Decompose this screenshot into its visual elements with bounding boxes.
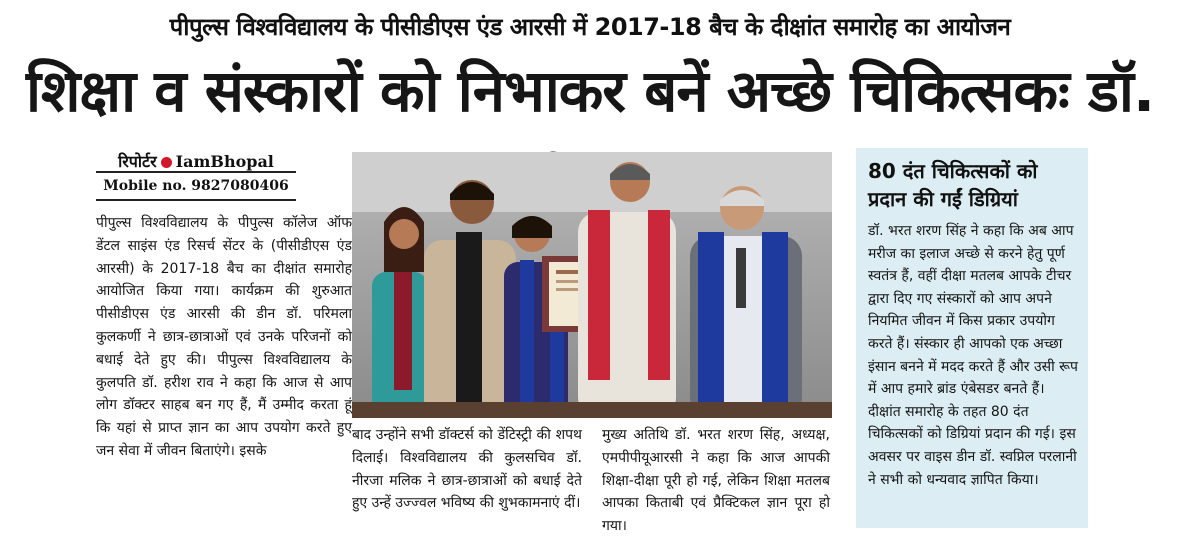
article-column-2: बाद उन्होंने सभी डॉक्टर्स को डेंटिस्ट्री की शपथ दिलाई। विश्वविद्यालय की कुलसचिव डॉ. नीरजा मलिक ने छात्र-छात्राओं को बधाई देते हुए उन्हें उज्ज्वल भविष्य की शुभकामनाएं दीं। bbox=[352, 427, 582, 512]
byline bbox=[96, 150, 296, 172]
main-headline: शिक्षा व संस्कारों को निभाकर बनें अच्छे चिकित्सकः डॉ. bbox=[26, 57, 1154, 125]
kicker-headline: पीपुल्स विश्वविद्यालय के पीसीडीएस एंड आरसी में 2017-18 बैच के दीक्षांत समारोह का आयोजन bbox=[169, 13, 1011, 41]
mobile-divider bbox=[96, 199, 296, 201]
convocation-photo bbox=[352, 152, 832, 418]
byline-label: रिपोर्टर bbox=[118, 152, 157, 171]
mobile-number: Mobile no. 9827080406 bbox=[103, 178, 289, 194]
article-column-1: पीपुल्स विश्वविद्यालय के पीपुल्स कॉलेज ऑफ डेंटल साइंस एंड रिसर्च सेंटर के (पीसीडीएस एंड आरसी) के 2017-18 बैच का दीक्षांत समारोह आयोजित किया गया। कार्यक्रम की शुरुआत पीसीडीएस एंड आरसी की डीन डॉ. परिमला कुलकर्णी ने छात्र-छात्राओं एवं उनके परिजनों को बधाई देते हुए की। पीपुल्स विश्वविद्यालय के कुलपति डॉ. हरीश राव ने कहा कि आज से आप लोग डॉक्टर साहब बन गए हैं, मैं उम्मीद करता हूं कि यहां से प्राप्त ज्ञान का आप उपयोग करते हुए जन सेवा में जीवन बिताएंगे। इसके bbox=[96, 215, 352, 459]
bullet-dot-icon bbox=[161, 157, 172, 168]
byline-divider bbox=[96, 171, 296, 173]
sidebar-title: 80 दंत चिकित्सकों को प्रदान की गईं डिग्रियां bbox=[868, 159, 1038, 211]
article-column-3: मुख्य अतिथि डॉ. भरत शरण सिंह, अध्यक्ष, एमपीपीयूआरसी ने कहा कि आज आपकी शिक्षा-दीक्षा पूरी हो गई, लेकिन शिक्षा मतलब आपका किताबी एवं प्रैक्टिकल ज्ञान पूरा हो गया। bbox=[602, 427, 830, 535]
byline-name: IamBhopal bbox=[175, 152, 274, 171]
sidebar-text: डॉ. भरत शरण सिंह ने कहा कि अब आप मरीज का इलाज अच्छे से करने हेतु पूर्ण स्वतंत्र हैं, वहीं दीक्षा मतलब आपके टीचर द्वारा दिए गए संस्कारों को आप अपने नियमित जीवन में किस प्रकार उपयोग करते हैं। संस्कार ही आपको एक अच्छा इंसान बनने में मदद करते हैं और उसी रूप में आप हमारे ब्रांड एंबेसडर बनते हैं। दीक्षांत समारोह के तहत 80 दंत चिकित्सकों को डिग्रियां प्रदान की गई। इस अवसर पर वाइस डीन डॉ. स्वप्निल परलानी ने सभी को धन्यवाद ज्ञापित किया। bbox=[868, 223, 1079, 488]
